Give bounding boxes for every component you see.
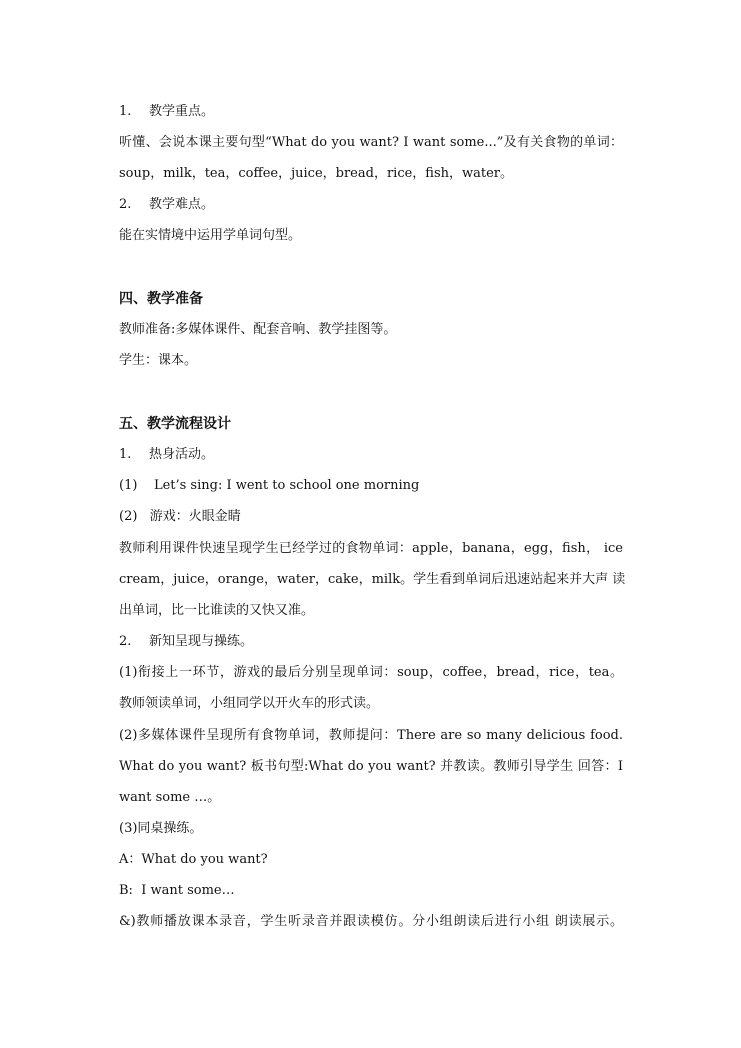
list-number: 2. <box>119 634 132 649</box>
paragraph-line: 教师准备:多媒体课件、配套音响、教学挂图等。 <box>119 322 397 337</box>
paragraph-line: want some …。 <box>119 790 221 805</box>
paragraph-line: 能在实情境中运用学单词句型。 <box>119 228 302 243</box>
list-number: 1. <box>119 447 132 462</box>
list-text: 教学重点。 <box>149 104 215 119</box>
list-item-warmup <box>119 446 623 464</box>
paragraph-line: 出单词，比一比谁读的又快又准。 <box>119 603 315 618</box>
paragraph-line: &)教师播放课本录音，学生听录音并跟读模仿。分小组朗读后进行小组 朗读展示。 <box>119 914 623 929</box>
list-text: 新知呈现与操练。 <box>149 634 254 649</box>
paragraph-line: (1)衔接上一环节，游戏的最后分别呈现单词：soup，coffee，bread，rice，tea。 <box>119 665 623 680</box>
list-number: 2. <box>119 197 132 212</box>
paragraph-line: 教师利用课件快速呈现学生已经学过的食物单词：apple，banana，egg，fish， ice <box>119 541 623 556</box>
paragraph-line: (2) 游戏：火眼金睛 <box>119 509 241 524</box>
paragraph-line: 教师领读单词，小组同学以开火车的形式读。 <box>119 696 380 711</box>
paragraph-line: What do you want? 板书句型:What do you want? 并教读。教师引导学生 回答：I <box>119 759 623 774</box>
paragraph-line: (3)同桌操练。 <box>119 821 203 836</box>
paragraph-line: A：What do you want? <box>119 852 268 867</box>
list-number: 1. <box>119 104 132 119</box>
paragraph-line: 学生：课本。 <box>119 353 198 368</box>
section-heading-process: 五、教学流程设计 <box>119 416 231 432</box>
paragraph-line: soup，milk，tea，coffee，juice，bread，rice，fish，water。 <box>119 166 514 181</box>
list-text: 热身活动。 <box>149 447 215 462</box>
section-heading-preparation: 四、教学准备 <box>119 291 203 307</box>
list-item-new-knowledge <box>119 633 623 651</box>
paragraph-line: B: I want some… <box>119 883 235 898</box>
paragraph-line: 听懂、会说本课主要句型“What do you want? I want some...”及有关食物的单词： <box>119 135 623 150</box>
list-item-teaching-difficulty <box>119 196 623 214</box>
paragraph-line: cream，juice，orange，water，cake，milk。学生看到单词后迅速站起来并大声 读 <box>119 572 626 587</box>
paragraph-line: (2)多媒体课件呈现所有食物单词，教师提问：There are so many delicious food. <box>119 728 623 743</box>
list-item-teaching-focus <box>119 103 623 121</box>
list-text: 教学难点。 <box>149 197 215 212</box>
paragraph-line: (1) Let’s sing: I went to school one morning <box>119 478 420 493</box>
